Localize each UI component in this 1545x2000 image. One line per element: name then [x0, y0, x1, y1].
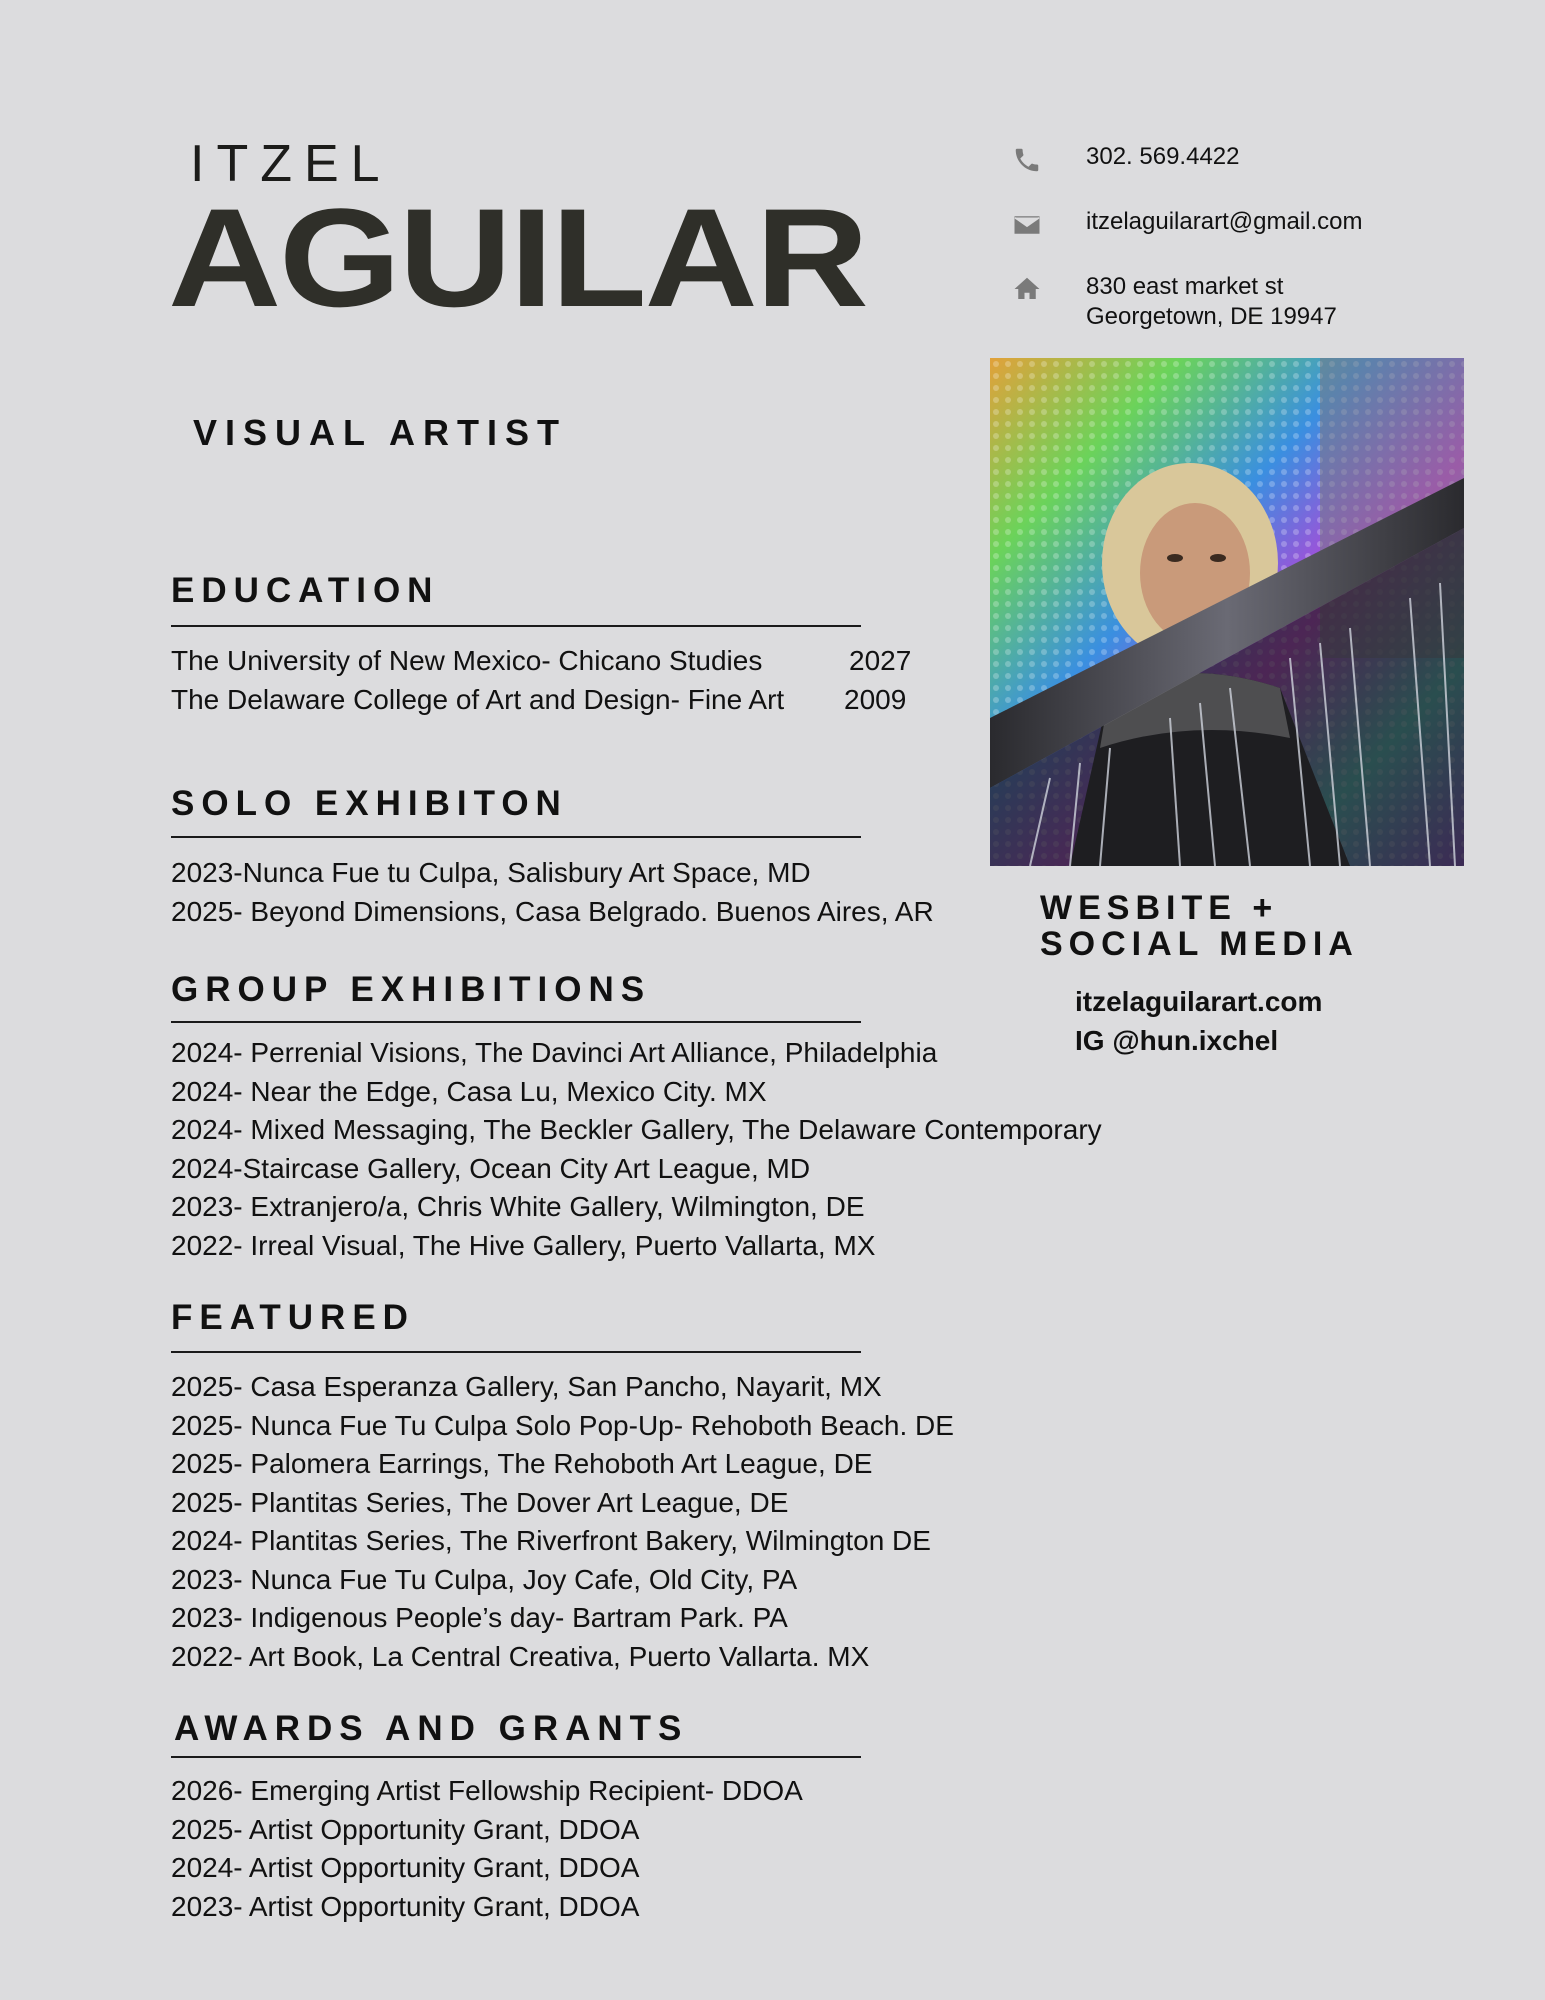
email-address: itzelaguilarart@gmail.com: [1086, 208, 1363, 235]
featured-divider: [171, 1351, 861, 1353]
group-exhibitions-heading: GROUP EXHIBITIONS: [171, 970, 652, 1009]
solo-exhibition-divider: [171, 836, 861, 838]
list-item: 2023- Artist Opportunity Grant, DDOA: [171, 1890, 640, 1922]
list-item: 2023-Nunca Fue tu Culpa, Salisbury Art Space, MD: [171, 857, 811, 888]
education-item-year: 2009: [844, 683, 907, 715]
awards-list: [171, 1772, 803, 1926]
featured-heading: FEATURED: [171, 1298, 415, 1337]
group-exhibitions-divider: [171, 1021, 861, 1023]
education-item-year: 2027: [849, 645, 912, 676]
phone-icon: [1012, 145, 1042, 175]
list-item: 2023- Extranjero/a, Chris White Gallery, Wilmington, DE: [171, 1191, 865, 1222]
education-list: [171, 642, 931, 719]
list-item: 2023- Indigenous People’s day- Bartram Park. PA: [171, 1602, 788, 1633]
job-title: VISUAL ARTIST: [193, 412, 568, 453]
list-item: 2025- Artist Opportunity Grant, DDOA: [171, 1813, 640, 1845]
list-item: 2022- Art Book, La Central Creativa, Puerto Vallarta. MX: [171, 1640, 870, 1672]
solo-exhibition-heading: SOLO EXHIBITON: [171, 784, 568, 823]
list-item: 2024- Plantitas Series, The Riverfront Bakery, Wilmington DE: [171, 1525, 931, 1556]
education-item-text: The University of New Mexico- Chicano Studies: [171, 645, 763, 676]
list-item: 2025- Nunca Fue Tu Culpa Solo Pop-Up- Rehoboth Beach. DE: [171, 1409, 954, 1441]
list-item: 2024- Perrenial Visions, The Davinci Art Alliance, Philadelphia: [171, 1037, 938, 1068]
address-line-1: 830 east market st: [1086, 273, 1284, 300]
home-icon: [1012, 274, 1042, 304]
education-item-text: The Delaware College of Art and Design- Fine Art: [171, 683, 785, 715]
list-item: 2025- Plantitas Series, The Dover Art League, DE: [171, 1486, 789, 1518]
education-divider: [171, 625, 861, 627]
website-social-heading: [1040, 890, 1359, 962]
list-item: 2026- Emerging Artist Fellowship Recipient- DDOA: [171, 1775, 803, 1806]
address-line-2: Georgetown, DE 19947: [1086, 303, 1337, 330]
website-heading-line-1: WESBITE +: [1040, 889, 1279, 927]
envelope-icon: [1012, 210, 1042, 240]
group-exhibitions-list: [171, 1034, 1102, 1265]
education-heading: EDUCATION: [171, 571, 440, 610]
list-item: 2025- Beyond Dimensions, Casa Belgrado. Buenos Aires, AR: [171, 895, 934, 927]
last-name: AGUILAR: [168, 179, 867, 336]
instagram-handle[interactable]: IG @hun.ixchel: [1075, 1025, 1279, 1056]
first-name: ITZEL: [190, 135, 392, 193]
list-item: 2024- Mixed Messaging, The Beckler Gallery, The Delaware Contemporary: [171, 1114, 1102, 1145]
list-item: 2025- Casa Esperanza Gallery, San Pancho, Nayarit, MX: [171, 1371, 882, 1402]
list-item: 2024- Artist Opportunity Grant, DDOA: [171, 1852, 640, 1883]
awards-heading: AWARDS AND GRANTS: [174, 1709, 689, 1748]
education-item: [171, 681, 931, 720]
phone-number: 302. 569.4422: [1086, 143, 1240, 170]
list-item: 2023- Nunca Fue Tu Culpa, Joy Cafe, Old City, PA: [171, 1563, 798, 1595]
list-item: 2025- Palomera Earrings, The Rehoboth Art League, DE: [171, 1448, 873, 1479]
website-heading-line-2: SOCIAL MEDIA: [1040, 925, 1359, 963]
website-link[interactable]: itzelaguilarart.com: [1075, 986, 1323, 1017]
list-item: 2022- Irreal Visual, The Hive Gallery, Puerto Vallarta, MX: [171, 1229, 876, 1261]
featured-list: [171, 1368, 954, 1676]
list-item: 2024- Near the Edge, Casa Lu, Mexico City. MX: [171, 1075, 767, 1107]
portrait-photo: [990, 358, 1464, 866]
education-item: [171, 642, 931, 681]
list-item: 2024-Staircase Gallery, Ocean City Art League, MD: [171, 1152, 811, 1184]
solo-exhibition-list: [171, 854, 934, 931]
awards-divider: [171, 1756, 861, 1758]
